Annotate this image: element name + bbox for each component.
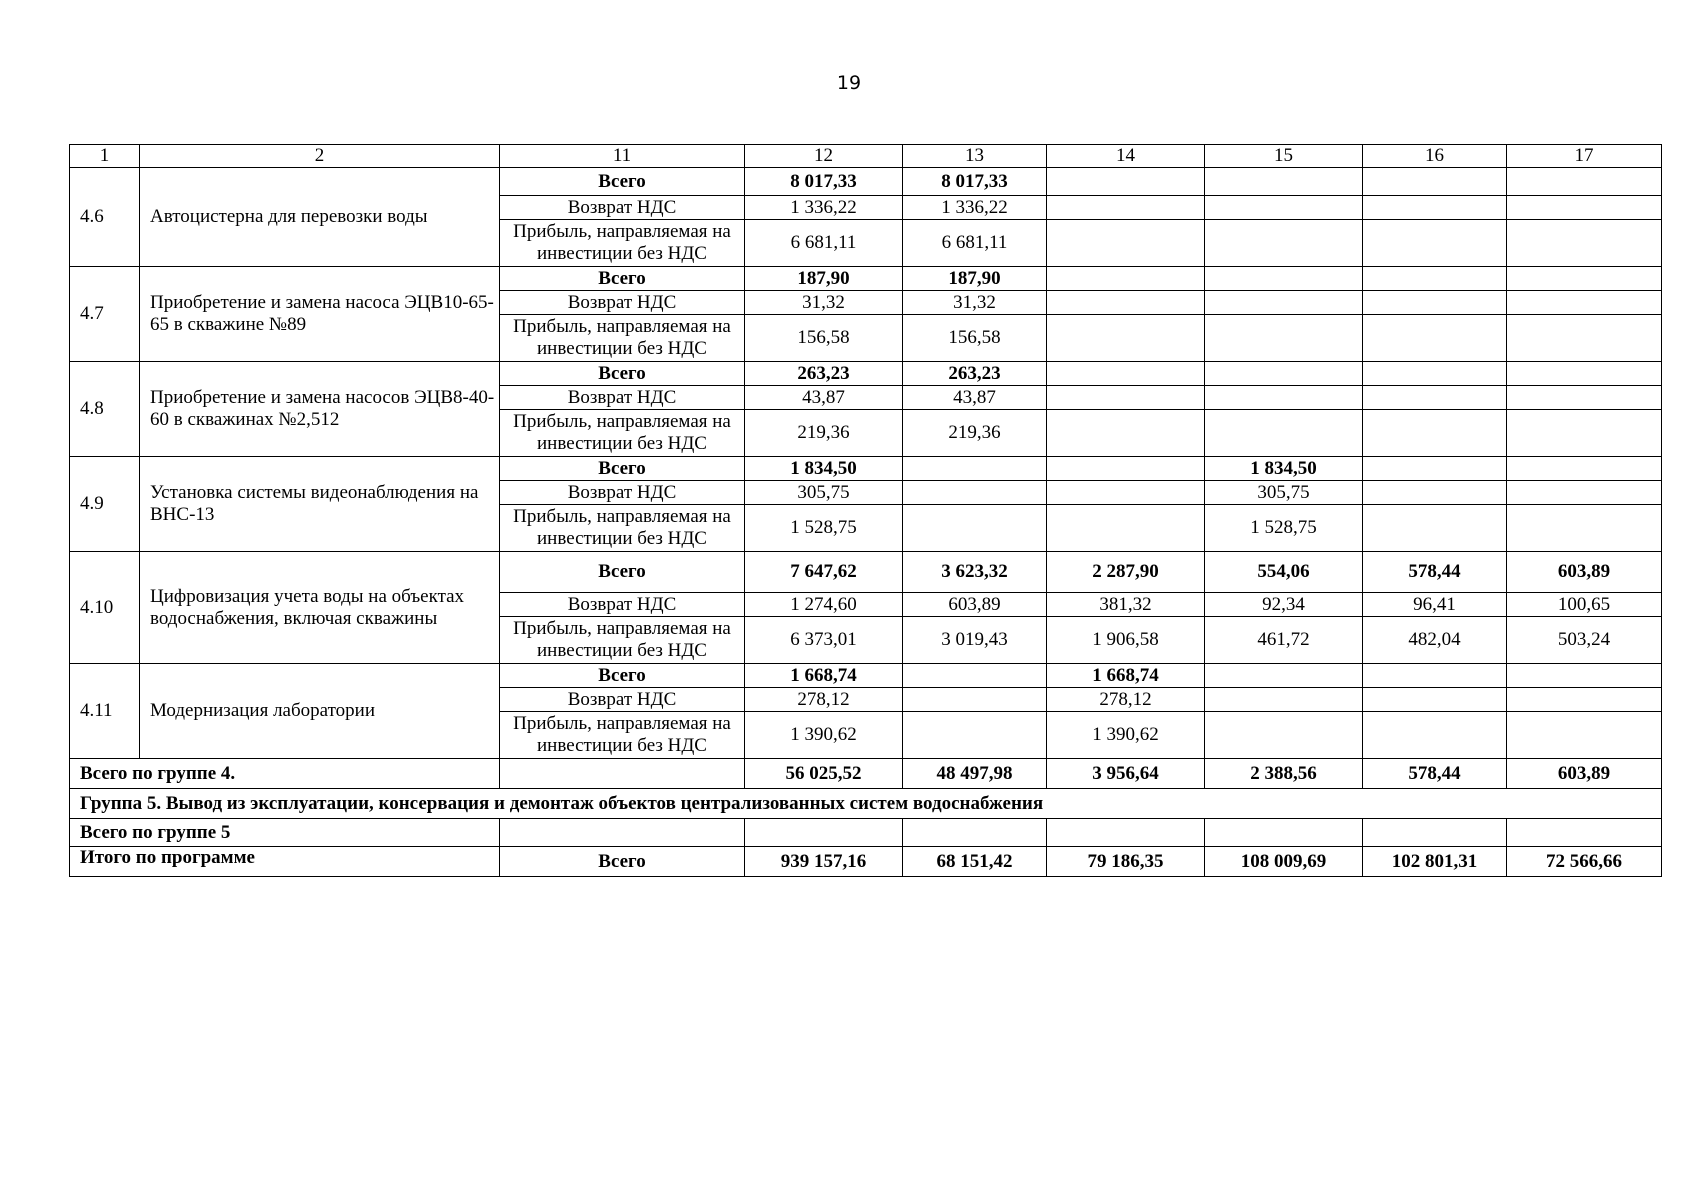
value-cell [1205,220,1363,267]
value-cell: 43,87 [903,386,1047,410]
value-cell [1363,410,1507,457]
header-cell: 14 [1047,145,1205,168]
row-label-profit: Прибыль, направляемая на инвестиции без НДС [500,712,745,759]
value-cell [1205,410,1363,457]
value-cell [1047,410,1205,457]
header-row [70,145,1662,168]
header-cell: 15 [1205,145,1363,168]
value-cell [903,712,1047,759]
value-cell [1363,362,1507,386]
value-cell [903,481,1047,505]
item-row-total [70,267,1662,291]
value-cell [1047,505,1205,552]
value-cell [1205,362,1363,386]
row-label-total: Всего [500,362,745,386]
value-cell [1363,664,1507,688]
value-cell [1507,220,1662,267]
row-label-total: Всего [500,664,745,688]
header-cell: 1 [70,145,140,168]
value-cell [1363,267,1507,291]
value-cell [1205,196,1363,220]
row-label-profit: Прибыль, направляемая на инвестиции без НДС [500,505,745,552]
value-cell: 263,23 [745,362,903,386]
row-label-profit: Прибыль, направляемая на инвестиции без НДС [500,410,745,457]
value-cell [1507,386,1662,410]
value-cell [1047,267,1205,291]
value-cell: 156,58 [903,315,1047,362]
header-cell: 12 [745,145,903,168]
row-label-profit: Прибыль, направляемая на инвестиции без НДС [500,220,745,267]
value-cell [1507,712,1662,759]
row-label-vat: Возврат НДС [500,593,745,617]
value-cell [1507,267,1662,291]
value-cell [1507,315,1662,362]
empty-cell [500,819,745,847]
value-cell: 156,58 [745,315,903,362]
value-cell [1507,457,1662,481]
item-name: Автоцистерна для перевозки воды [140,168,500,267]
value-cell [1507,481,1662,505]
empty-cell [903,819,1047,847]
header-cell: 16 [1363,145,1507,168]
empty-cell [1047,819,1205,847]
program-total-value: 68 151,42 [903,847,1047,877]
value-cell: 482,04 [1363,617,1507,664]
value-cell [1507,688,1662,712]
value-cell [1507,505,1662,552]
value-cell [1363,168,1507,196]
value-cell [1363,386,1507,410]
value-cell [903,688,1047,712]
value-cell [1205,315,1363,362]
value-cell [1047,291,1205,315]
value-cell: 1 528,75 [745,505,903,552]
value-cell: 1 906,58 [1047,617,1205,664]
value-cell [903,505,1047,552]
value-cell [1205,664,1363,688]
value-cell [1507,410,1662,457]
value-cell: 263,23 [903,362,1047,386]
investment-program-table [69,144,1662,877]
value-cell: 6 681,11 [745,220,903,267]
group5-total-label: Всего по группе 5 [70,819,500,847]
value-cell: 1 390,62 [745,712,903,759]
item-row-total [70,552,1662,593]
page-number: 19 [836,72,862,94]
header-cell: 17 [1507,145,1662,168]
value-cell [1507,168,1662,196]
value-cell [1363,712,1507,759]
value-cell: 461,72 [1205,617,1363,664]
value-cell: 1 668,74 [745,664,903,688]
value-cell: 554,06 [1205,552,1363,593]
program-total-value: 79 186,35 [1047,847,1205,877]
value-cell: 92,34 [1205,593,1363,617]
row-label-profit: Прибыль, направляемая на инвестиции без НДС [500,315,745,362]
value-cell: 3 019,43 [903,617,1047,664]
value-cell: 305,75 [745,481,903,505]
item-number: 4.8 [70,362,140,457]
value-cell: 578,44 [1363,552,1507,593]
value-cell: 100,65 [1507,593,1662,617]
value-cell: 6 681,11 [903,220,1047,267]
value-cell [1047,457,1205,481]
value-cell [1507,196,1662,220]
value-cell [1047,481,1205,505]
value-cell: 8 017,33 [903,168,1047,196]
value-cell: 187,90 [903,267,1047,291]
value-cell [1363,196,1507,220]
item-number: 4.6 [70,168,140,267]
total-value-cell: 3 956,64 [1047,759,1205,789]
value-cell [1047,196,1205,220]
program-total-value: 108 009,69 [1205,847,1363,877]
row-label-vat: Возврат НДС [500,291,745,315]
value-cell [1047,220,1205,267]
value-cell [1363,481,1507,505]
value-cell: 1 390,62 [1047,712,1205,759]
row-label-total: Всего [500,168,745,196]
value-cell [903,664,1047,688]
value-cell [903,457,1047,481]
item-name: Цифровизация учета воды на объектах водоснабжения, включая скважины [140,552,500,664]
total-value-cell: 2 388,56 [1205,759,1363,789]
row-label-vat: Возврат НДС [500,481,745,505]
empty-cell [1205,819,1363,847]
value-cell [1205,688,1363,712]
group4-total-label: Всего по группе 4. [70,759,500,789]
item-row-total [70,362,1662,386]
item-number: 4.11 [70,664,140,759]
group5-title: Группа 5. Вывод из эксплуатации, консервация и демонтаж объектов централизованных систем водоснабжения [70,789,1662,819]
item-name: Установка системы видеонаблюдения на ВНС-13 [140,457,500,552]
value-cell [1507,291,1662,315]
value-cell: 219,36 [745,410,903,457]
row-label-total: Всего [500,457,745,481]
item-number: 4.9 [70,457,140,552]
group4-total-row [70,759,1662,789]
item-row-total [70,168,1662,196]
total-value-cell: 48 497,98 [903,759,1047,789]
value-cell: 96,41 [1363,593,1507,617]
value-cell [1047,168,1205,196]
value-cell: 1 336,22 [745,196,903,220]
value-cell [1363,688,1507,712]
value-cell [1205,168,1363,196]
value-cell: 1 336,22 [903,196,1047,220]
value-cell [1205,712,1363,759]
value-cell: 1 274,60 [745,593,903,617]
value-cell: 31,32 [745,291,903,315]
total-value-cell: 603,89 [1507,759,1662,789]
value-cell: 503,24 [1507,617,1662,664]
item-row-total [70,457,1662,481]
value-cell [1507,664,1662,688]
value-cell: 2 287,90 [1047,552,1205,593]
empty-cell [745,819,903,847]
value-cell [1047,362,1205,386]
value-cell: 1 834,50 [1205,457,1363,481]
program-total-row [70,847,1662,877]
value-cell: 305,75 [1205,481,1363,505]
total-value-cell: 56 025,52 [745,759,903,789]
row-label-total: Всего [500,267,745,291]
program-total-value: 102 801,31 [1363,847,1507,877]
row-label-profit: Прибыль, направляемая на инвестиции без НДС [500,617,745,664]
header-cell: 2 [140,145,500,168]
value-cell: 603,89 [1507,552,1662,593]
value-cell: 7 647,62 [745,552,903,593]
value-cell: 43,87 [745,386,903,410]
total-value-cell: 578,44 [1363,759,1507,789]
value-cell [1507,362,1662,386]
value-cell [1363,457,1507,481]
value-cell: 31,32 [903,291,1047,315]
row-label-total: Всего [500,552,745,593]
item-number: 4.7 [70,267,140,362]
program-total-value: 72 566,66 [1507,847,1662,877]
value-cell: 603,89 [903,593,1047,617]
program-total-label: Итого по программе [70,847,500,877]
value-cell: 381,32 [1047,593,1205,617]
value-cell [1047,315,1205,362]
value-cell [1205,386,1363,410]
value-cell: 278,12 [745,688,903,712]
value-cell [1205,291,1363,315]
item-name: Модернизация лаборатории [140,664,500,759]
row-label-vat: Возврат НДС [500,688,745,712]
value-cell [1047,386,1205,410]
value-cell: 1 668,74 [1047,664,1205,688]
value-cell: 3 623,32 [903,552,1047,593]
value-cell: 187,90 [745,267,903,291]
header-cell: 13 [903,145,1047,168]
value-cell [1363,505,1507,552]
value-cell: 1 834,50 [745,457,903,481]
row-label-vat: Возврат НДС [500,196,745,220]
value-cell: 1 528,75 [1205,505,1363,552]
value-cell [1363,315,1507,362]
item-name: Приобретение и замена насоса ЭЦВ10-65-65 в скважине №89 [140,267,500,362]
group5-total-row [70,819,1662,847]
value-cell: 6 373,01 [745,617,903,664]
group5-title-row [70,789,1662,819]
empty-cell [1507,819,1662,847]
empty-cell [1363,819,1507,847]
row-label-vat: Возврат НДС [500,386,745,410]
value-cell: 219,36 [903,410,1047,457]
item-number: 4.10 [70,552,140,664]
value-cell [1363,220,1507,267]
value-cell: 8 017,33 [745,168,903,196]
item-row-total [70,664,1662,688]
empty-cell [500,759,745,789]
value-cell [1363,291,1507,315]
value-cell [1205,267,1363,291]
program-total-value: 939 157,16 [745,847,903,877]
item-name: Приобретение и замена насосов ЭЦВ8-40-60 в скважинах №2,512 [140,362,500,457]
header-cell: 11 [500,145,745,168]
value-cell: 278,12 [1047,688,1205,712]
program-total-sub: Всего [500,847,745,877]
